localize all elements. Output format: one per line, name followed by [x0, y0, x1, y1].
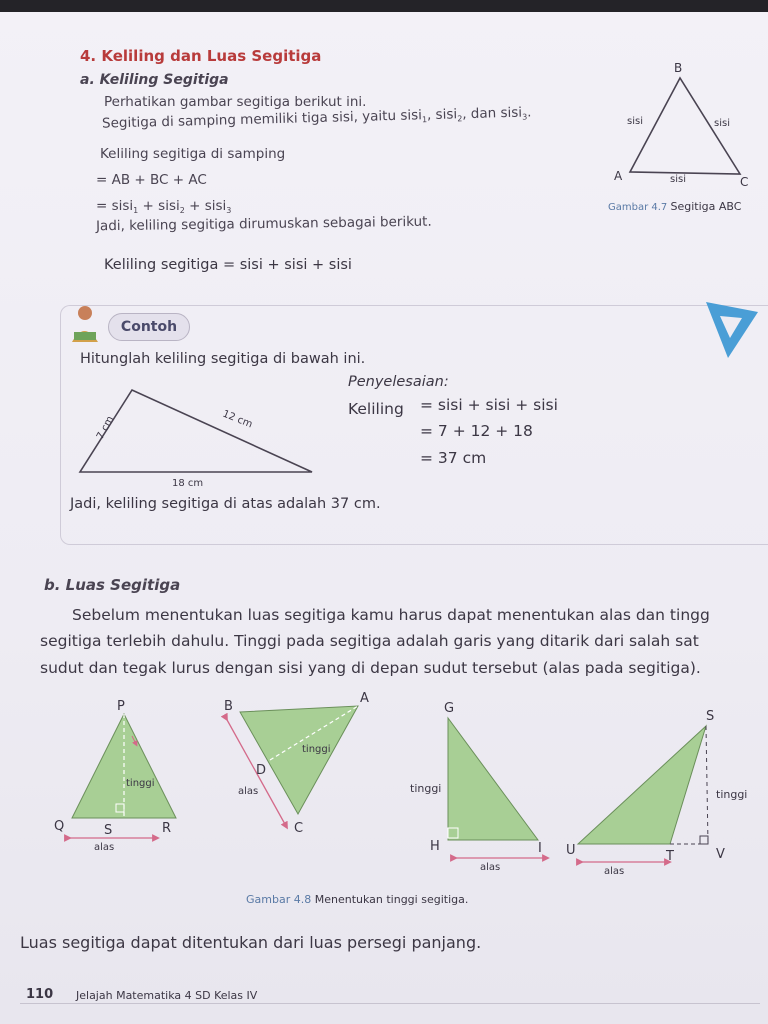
- t1-label-alas: alas: [94, 842, 115, 853]
- t1-vertex-s: S: [104, 823, 113, 838]
- triangle-pqr: [54, 699, 176, 853]
- solution-label: Keliling: [348, 400, 404, 418]
- b-paragraph-line-3: sudut dan tegak lurus dengan sisi yang di depan sudut tersebut (alas pada segitiga).: [40, 659, 701, 677]
- t2-label-alas: alas: [238, 786, 259, 797]
- t4-vertex-u: U: [566, 843, 576, 858]
- t1-vertex-p: P: [117, 699, 125, 714]
- solution-line-1: = sisi + sisi + sisi: [420, 396, 558, 414]
- a-line-6: Jadi, keliling segitiga dirumuskan sebagai berikut.: [95, 213, 432, 235]
- label-18cm: 18 cm: [172, 478, 204, 489]
- t1-label-tinggi: tinggi: [126, 778, 155, 789]
- section-heading: 4. Keliling dan Luas Segitiga: [80, 47, 322, 65]
- vertex-c: C: [740, 175, 749, 189]
- label-sisi3: sisi: [670, 174, 686, 185]
- t2-vertex-a: A: [360, 691, 369, 706]
- t3-label-alas: alas: [480, 862, 501, 873]
- figure-4-8-triangles: [40, 690, 768, 885]
- label-12cm: 12 cm: [220, 408, 254, 431]
- example-question: Hitunglah keliling segitiga di bawah ini.: [80, 351, 366, 367]
- perimeter-formula: Keliling segitiga = sisi + sisi + sisi: [104, 257, 352, 273]
- t4-vertex-t: T: [666, 849, 674, 864]
- solution-line-3: = 37 cm: [420, 449, 487, 467]
- contoh-badge: Contoh: [108, 313, 190, 341]
- vertex-b: B: [674, 61, 683, 75]
- t1-vertex-q: Q: [54, 819, 65, 834]
- triangle-abc-inverted: [224, 691, 369, 836]
- t2-vertex-c: C: [294, 821, 304, 836]
- a-line-3: Keliling segitiga di samping: [100, 146, 286, 162]
- a-line-5: = sisi$_1$ + sisi$_2$ + sisi$_3$: [96, 198, 232, 215]
- solution-title: Penyelesaian:: [348, 374, 449, 390]
- ruler-triangle-icon: [700, 298, 762, 364]
- figure-4-7-caption: Gambar 4.7 Segitiga ABC: [608, 200, 742, 213]
- t3-vertex-h: H: [430, 839, 440, 854]
- b-paragraph-line-2: segitiga terlebih dahulu. Tinggi pada segitiga adalah garis yang ditarik dari salah sat: [40, 632, 699, 650]
- closing-sentence: Luas segitiga dapat ditentukan dari luas persegi panjang.: [20, 933, 482, 952]
- label-sisi1: sisi: [627, 116, 643, 127]
- t2-label-tinggi: tinggi: [302, 744, 331, 755]
- label-sisi2: sisi: [714, 118, 730, 129]
- a-line-1: Perhatikan gambar segitiga berikut ini.: [104, 94, 367, 110]
- example-conclusion: Jadi, keliling segitiga di atas adalah 37 cm.: [70, 496, 381, 512]
- student-reading-icon: [64, 302, 104, 346]
- a-line-4: = AB + BC + AC: [96, 172, 207, 188]
- figure-4-8-caption: Gambar 4.8 Menentukan tinggi segitiga.: [246, 893, 469, 906]
- triangle-ghi: [410, 701, 546, 873]
- t3-vertex-i: I: [538, 841, 542, 856]
- subsection-b-heading: b. Luas Segitiga: [44, 576, 181, 594]
- example-triangle: [70, 378, 320, 490]
- example-triangle-outline: [80, 390, 312, 472]
- label-7cm: 7 cm: [94, 414, 117, 442]
- page-number: 110: [26, 987, 54, 1002]
- t4-label-tinggi: tinggi: [716, 788, 748, 801]
- triangle-stu-obtuse: [566, 709, 747, 877]
- vertex-a: A: [614, 169, 623, 183]
- t3-label-tinggi: tinggi: [410, 782, 442, 795]
- footer-divider: [20, 1003, 760, 1004]
- t1-vertex-r: R: [162, 821, 172, 836]
- book-title: Jelajah Matematika 4 SD Kelas IV: [76, 989, 258, 1002]
- t4-label-alas: alas: [604, 866, 625, 877]
- subsection-a-heading: a. Keliling Segitiga: [80, 72, 229, 88]
- top-edge-shadow: [0, 0, 768, 12]
- t4-vertex-s: S: [706, 709, 715, 724]
- b-paragraph-line-1: Sebelum menentukan luas segitiga kamu harus dapat menentukan alas dan tingg: [72, 606, 710, 624]
- t2-vertex-d: D: [256, 763, 267, 778]
- t2-vertex-b: B: [224, 699, 233, 714]
- t4-vertex-v: V: [716, 847, 725, 862]
- a-line-2: Segitiga di samping memiliki tiga sisi, yaitu sisi$_1$, sisi$_2$, dan sisi$_3$.: [101, 104, 532, 132]
- t3-vertex-g: G: [444, 701, 455, 716]
- solution-line-2: = 7 + 12 + 18: [420, 422, 533, 440]
